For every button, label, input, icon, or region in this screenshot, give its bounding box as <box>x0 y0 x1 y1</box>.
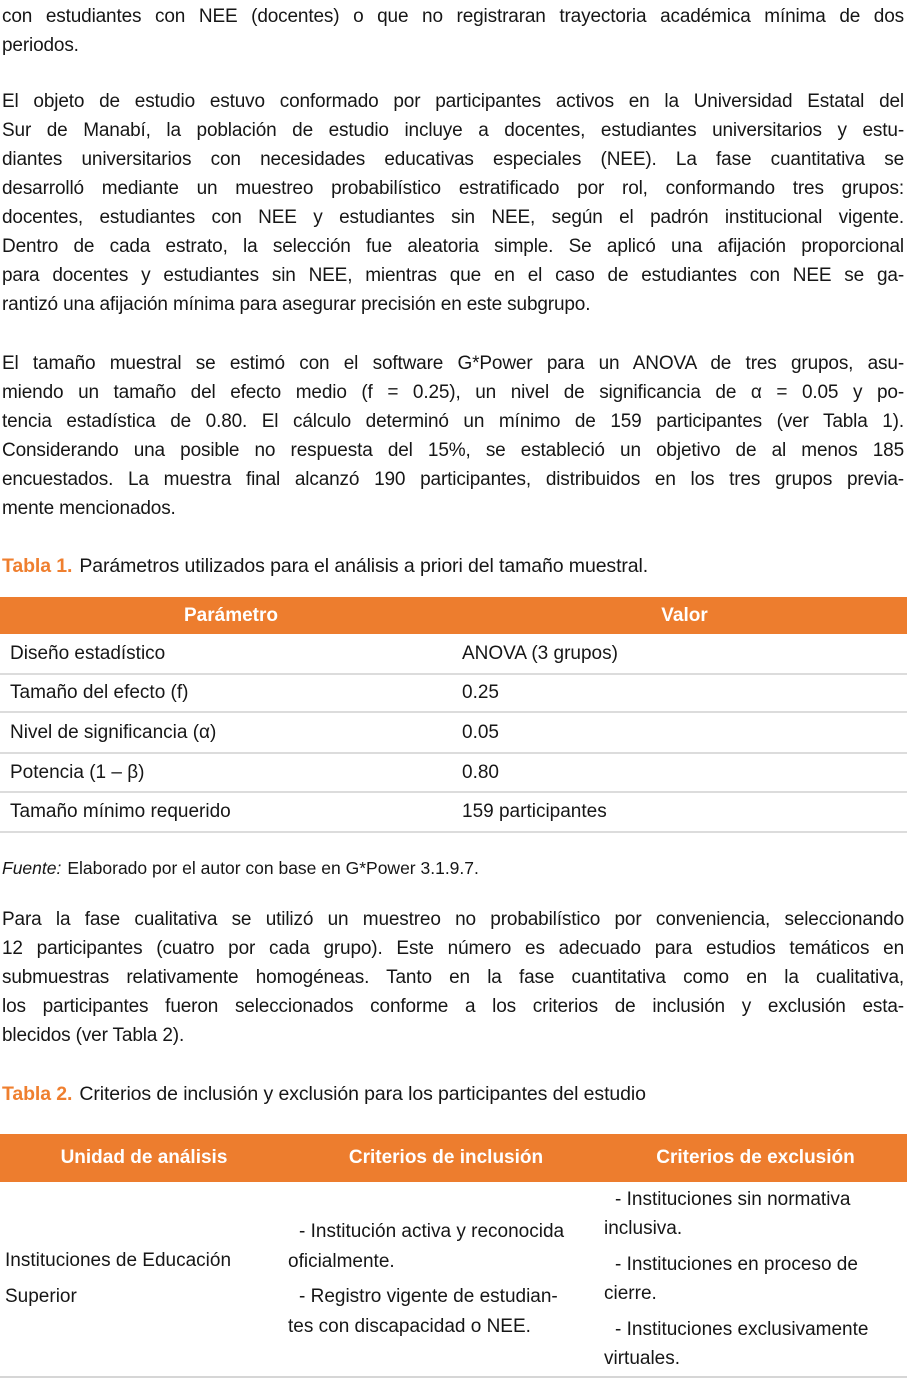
table-row <box>0 754 907 793</box>
text-line: desarrolló mediante un muestreo probabilístico estratificado por rol, conformando tres grupos: <box>2 178 904 199</box>
text-line: periodos. <box>2 35 79 56</box>
table-cell-value: 0.05 <box>462 721 499 743</box>
table-cell-param: Potencia (1 – β) <box>10 761 145 783</box>
table-cell-value: 0.25 <box>462 682 499 703</box>
text-line: El tamaño muestral se estimó con el software G*Power para un ANOVA de tres grupos, asu- <box>2 353 904 374</box>
text-line: Instituciones de Educación <box>5 1250 232 1271</box>
table1-header-row <box>0 597 907 634</box>
table-cell-param: Diseño estadístico <box>10 642 166 664</box>
table1-caption-label: Tabla 1. <box>2 555 73 577</box>
paragraph-sample-size <box>2 349 904 523</box>
text-line: diantes universitarios con necesidades educativas especiales (NEE). La fase cuantitativa se <box>2 149 904 170</box>
text-line: Sur de Manabí, la población de estudio incluye a docentes, estudiantes universitarios y estu- <box>2 120 904 141</box>
table-cell-value: 0.80 <box>462 761 499 783</box>
table-cell-unit <box>0 1182 288 1376</box>
exclusion-criterion <box>604 1315 907 1374</box>
table2-header-row <box>0 1134 907 1182</box>
table-row <box>0 713 907 754</box>
text-line: con estudiantes con NEE (docentes) o que no registraran trayectoria académica mínima de dos <box>2 6 904 27</box>
text-line: docentes, estudiantes con NEE y estudiantes sin NEE, según el padrón institucional vigente. <box>2 207 904 228</box>
source-label: Fuente: <box>2 858 62 878</box>
text-line: tencia estadística de 0.80. El cálculo determinó un mínimo de 159 participantes (ver Tabla 1). <box>2 411 904 432</box>
table1-caption <box>2 552 648 580</box>
table2-header-unidad: Unidad de análisis <box>60 1147 228 1168</box>
table-row <box>0 675 907 713</box>
text-line: Para la fase cualitativa se utilizó un muestreo no probabilístico por conveniencia, seleccionando <box>2 909 904 930</box>
text-line: mente mencionados. <box>2 498 176 519</box>
table2-caption-text: Criterios de inclusión y exclusión para los participantes del estudio <box>79 1083 646 1105</box>
table-row <box>0 793 907 833</box>
table-cell-value: ANOVA (3 grupos) <box>462 642 618 664</box>
table-row <box>0 634 907 675</box>
table-cell-value: 159 participantes <box>462 801 607 822</box>
text-line: 12 participantes (cuatro por cada grupo). Este número es adecuado para estudios temáticos en <box>2 938 904 959</box>
text-line: miendo un tamaño del efecto medio (f = 0.25), un nivel de significancia de α = 0.05 y po- <box>2 382 904 403</box>
text-line: El objeto de estudio estuvo conformado por participantes activos en la Universidad Estatal del <box>2 91 904 112</box>
table1-header-valor: Valor <box>661 604 708 626</box>
table-cell-inclusion <box>288 1182 604 1376</box>
text-line: submuestras relativamente homogéneas. Tanto en la fase cuantitativa como en la cualitativa, <box>2 967 904 988</box>
table-cell-param: Tamaño del efecto (f) <box>10 682 189 703</box>
text-line: blecidos (ver Tabla 2). <box>2 1025 185 1046</box>
table-cell-param: Nivel de significancia (α) <box>10 721 217 743</box>
paragraph-study-object <box>2 87 904 319</box>
text-line: - Registro vigente de estudian- <box>299 1286 558 1307</box>
table2-criteria <box>0 1134 907 1378</box>
text-line: virtuales. <box>604 1348 681 1369</box>
text-line: - Institución activa y reconocida <box>299 1221 565 1242</box>
table1-caption-text: Parámetros utilizados para el análisis a priori del tamaño muestral. <box>79 555 649 577</box>
text-line: cierre. <box>604 1283 657 1304</box>
exclusion-criterion <box>604 1185 907 1244</box>
text-line: rantizó una afijación mínima para asegurar precisión en este subgrupo. <box>2 294 591 315</box>
text-line: los participantes fueron seleccionados conforme a los criterios de inclusión y exclusión esta- <box>2 996 904 1017</box>
text-line: Superior <box>5 1286 77 1307</box>
paragraph-qualitative-phase <box>2 905 904 1050</box>
table2-header-inclusion: Criterios de inclusión <box>348 1147 544 1168</box>
text-line: - Instituciones sin normativa <box>615 1188 851 1210</box>
table1-source-note <box>2 855 479 881</box>
text-line: inclusiva. <box>604 1218 683 1239</box>
text-line: - Instituciones en proceso de <box>615 1253 858 1275</box>
exclusion-criterion <box>604 1250 907 1309</box>
text-line: Considerando una posible no respuesta del 15%, se estableció un objetivo de al menos 185 <box>2 440 904 461</box>
text-line: encuestados. La muestra final alcanzó 190 participantes, distribuidos en los tres grupos previa- <box>2 469 904 490</box>
text-line: Dentro de cada estrato, la selección fue aleatoria simple. Se aplicó una afijación proporcional <box>2 236 904 257</box>
paragraph-continuation <box>2 2 904 60</box>
text-line: tes con discapacidad o NEE. <box>288 1315 531 1337</box>
table-cell-exclusion <box>604 1182 907 1376</box>
table2-caption-label: Tabla 2. <box>2 1083 73 1105</box>
text-line: para docentes y estudiantes sin NEE, mientras que en el caso de estudiantes con NEE se ga- <box>2 265 904 286</box>
text-line: - Instituciones exclusivamente <box>615 1318 869 1340</box>
table-row <box>0 1182 907 1378</box>
source-text: Elaborado por el autor con base en G*Power 3.1.9.7. <box>67 858 479 878</box>
table2-caption <box>2 1080 646 1108</box>
table2-header-exclusion: Criterios de exclusión <box>656 1147 855 1168</box>
table1-parameters <box>0 597 907 833</box>
inclusion-criterion <box>288 1217 604 1276</box>
table-cell-param: Tamaño mínimo requerido <box>10 801 231 822</box>
table1-header-parametro: Parámetro <box>184 604 278 626</box>
inclusion-criterion <box>288 1282 604 1341</box>
text-line: oficialmente. <box>288 1250 395 1272</box>
